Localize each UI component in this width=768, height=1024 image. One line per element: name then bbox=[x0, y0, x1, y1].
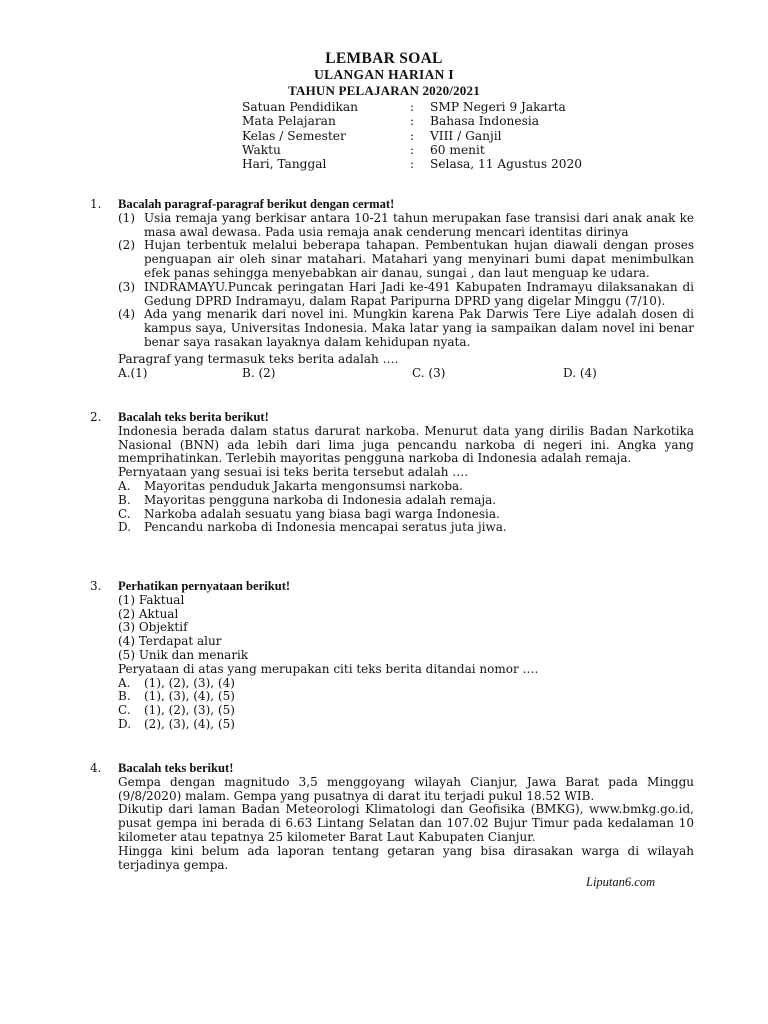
list-item bbox=[118, 281, 694, 309]
info-colon: : bbox=[410, 142, 415, 157]
option-marker: C. bbox=[118, 703, 131, 718]
answer-option-b[interactable] bbox=[118, 494, 694, 508]
question-prompt: Pernyataan yang sesuai isi teks berita tersebut adalah …. bbox=[118, 465, 469, 480]
option-marker: B. bbox=[118, 689, 131, 704]
info-value: 60 menit bbox=[430, 142, 485, 157]
info-label: Mata Pelajaran bbox=[242, 114, 336, 129]
option-text: Pencandu narkoba di Indonesia mencapai seratus juta jiwa. bbox=[144, 520, 507, 535]
answer-option-a[interactable] bbox=[118, 677, 694, 691]
option-text: Mayoritas pengguna narkoba di Indonesia adalah remaja. bbox=[144, 492, 497, 507]
info-colon: : bbox=[410, 100, 415, 114]
info-value: Selasa, 11 Agustus 2020 bbox=[430, 157, 582, 172]
item-marker: (1) bbox=[118, 210, 135, 225]
info-value: SMP Negeri 9 Jakarta bbox=[430, 100, 566, 114]
question-body bbox=[118, 411, 694, 535]
option-text: Narkoba adalah sesuatu yang biasa bagi warga Indonesia. bbox=[144, 506, 500, 521]
list-item: (5) Unik dan menarik bbox=[118, 647, 249, 662]
answer-options bbox=[118, 367, 694, 381]
option-text: (1), (3), (4), (5) bbox=[144, 689, 235, 704]
question-instruction: Perhatikan pernyataan berikut! bbox=[118, 579, 291, 593]
item-text: Hujan terbentuk melalui beberapa tahapan. Pembentukan hujan diawali dengan proses penguapan air oleh sinar matahari. Matahari yang menyinari bumi dapat menimbulkan efek panas sehingga menyebabkan air danau, sungai , dan laut menguap ke udara. bbox=[144, 238, 694, 280]
question-number: 3. bbox=[90, 579, 102, 593]
answer-option-c[interactable] bbox=[118, 704, 694, 718]
item-marker: (3) bbox=[118, 279, 135, 294]
info-label: Kelas / Semester bbox=[242, 128, 346, 143]
question-body bbox=[118, 580, 694, 732]
question-instruction: Bacalah teks berita berikut! bbox=[118, 410, 269, 424]
item-text: Ada yang menarik dari novel ini. Mungkin karena Pak Darwis Tere Liye adalah dosen di kampus saya, Universitas Indonesia. Maka latar yang ia sampaikan dalam novel ini benar benar saya rasakan layaknya dalam kehidupan nyata. bbox=[144, 307, 694, 349]
answer-option-d[interactable] bbox=[118, 718, 694, 732]
option-marker: D. bbox=[118, 520, 132, 535]
question-number: 1. bbox=[90, 197, 102, 211]
list-item: (2) Aktual bbox=[118, 606, 179, 621]
info-label: Hari, Tanggal bbox=[242, 157, 327, 172]
item-text: Usia remaja yang berkisar antara 10-21 tahun merupakan fase transisi dari anak anak ke masa awal dewasa. Pada usia remaja anak cenderung mencari identitas dirinya bbox=[144, 210, 694, 239]
answer-option-a[interactable]: A.(1) bbox=[118, 365, 148, 380]
page-subtitle: ULANGAN HARIAN I bbox=[314, 67, 454, 82]
info-colon: : bbox=[410, 114, 415, 129]
option-marker: B. bbox=[118, 492, 131, 507]
option-text: (1), (2), (3), (5) bbox=[144, 703, 235, 718]
question-instruction: Bacalah paragraf-paragraf berikut dengan cermat! bbox=[118, 197, 395, 211]
answer-option-b[interactable]: B. (2) bbox=[242, 365, 276, 380]
news-passage: Indonesia berada dalam status darurat narkoba. Menurut data yang dirilis Badan Narkotika Nasional (BNN) ada lebih dari lima juga pencandu narkoba di negeri ini. Angka yang memprihatinkan. Terlebih mayoritas pengguna narkoba di Indonesia adalah remaja. bbox=[118, 423, 694, 466]
item-text: INDRAMAYU.Puncak peringatan Hari Jadi ke-491 Kabupaten Indramayu dilaksanakan di Gedung DPRD Indramayu, dalam Rapat Paripurna DPRD yang digelar Minggu (7/10). bbox=[144, 279, 694, 308]
option-marker: A. bbox=[118, 478, 131, 493]
list-item bbox=[118, 212, 694, 240]
option-marker: C. bbox=[118, 506, 131, 521]
option-marker: D. bbox=[118, 716, 132, 731]
info-value: VIII / Ganjil bbox=[430, 128, 502, 143]
question-number: 4. bbox=[90, 761, 102, 775]
question-body bbox=[118, 762, 694, 872]
list-item bbox=[118, 239, 694, 280]
page-title: LEMBAR SOAL bbox=[325, 50, 443, 67]
info-colon: : bbox=[410, 128, 415, 143]
list-item: (1) Faktual bbox=[118, 592, 185, 607]
item-marker: (4) bbox=[118, 307, 135, 322]
list-item: (4) Terdapat alur bbox=[118, 634, 222, 649]
passage-paragraph: Dikutip dari laman Badan Meteorologi Klimatologi dan Geofisika (BMKG), www.bmkg.go.id, pusat gempa ini berada di 6.63 Lintang Selatan dan 107.02 Bujur Timur pada kedalaman 10 kilometer atau tepatnya 25 kilometer Barat Laut Kabupaten Cianjur. bbox=[118, 802, 694, 844]
academic-year: TAHUN PELAJARAN 2020/2021 bbox=[288, 83, 480, 98]
answer-option-b[interactable] bbox=[118, 690, 694, 704]
list-item: (3) Objektif bbox=[118, 620, 188, 635]
answer-option-c[interactable]: C. (3) bbox=[412, 365, 446, 380]
info-value: Bahasa Indonesia bbox=[430, 114, 540, 129]
source-credit: Liputan6.com bbox=[586, 875, 656, 889]
option-marker: A. bbox=[118, 675, 131, 690]
worksheet-header bbox=[0, 50, 768, 99]
item-marker: (2) bbox=[118, 238, 135, 253]
info-label: Waktu bbox=[242, 142, 281, 157]
question-prompt: Paragraf yang termasuk teks berita adalah …. bbox=[118, 351, 399, 366]
answer-option-d[interactable] bbox=[118, 521, 694, 535]
option-text: (1), (2), (3), (4) bbox=[144, 675, 235, 690]
option-text: (2), (3), (4), (5) bbox=[144, 716, 235, 731]
question-number: 2. bbox=[90, 410, 102, 424]
answer-option-a[interactable] bbox=[118, 480, 694, 494]
answer-option-d[interactable]: D. (4) bbox=[563, 365, 597, 380]
option-text: Mayoritas penduduk Jakarta mengonsumsi narkoba. bbox=[144, 478, 463, 493]
passage-paragraph: Hingga kini belum ada laporan tentang getaran yang bisa dirasakan warga di wilayah terjadinya gempa. bbox=[118, 843, 694, 872]
question-prompt: Peryataan di atas yang merupakan citi teks berita ditandai nomor …. bbox=[118, 661, 539, 676]
answer-option-c[interactable] bbox=[118, 508, 694, 522]
info-colon: : bbox=[410, 157, 415, 172]
info-label: Satuan Pendidikan bbox=[242, 100, 358, 114]
list-item bbox=[118, 308, 694, 349]
question-body bbox=[118, 198, 694, 381]
passage-paragraph: Gempa dengan magnitudo 3,5 menggoyang wilayah Cianjur, Jawa Barat pada Minggu (9/8/2020) malam. Gempa yang pusatnya di darat itu terjadi pukul 18.52 WIB. bbox=[118, 774, 694, 803]
question-instruction: Bacalah teks berikut! bbox=[118, 761, 234, 775]
